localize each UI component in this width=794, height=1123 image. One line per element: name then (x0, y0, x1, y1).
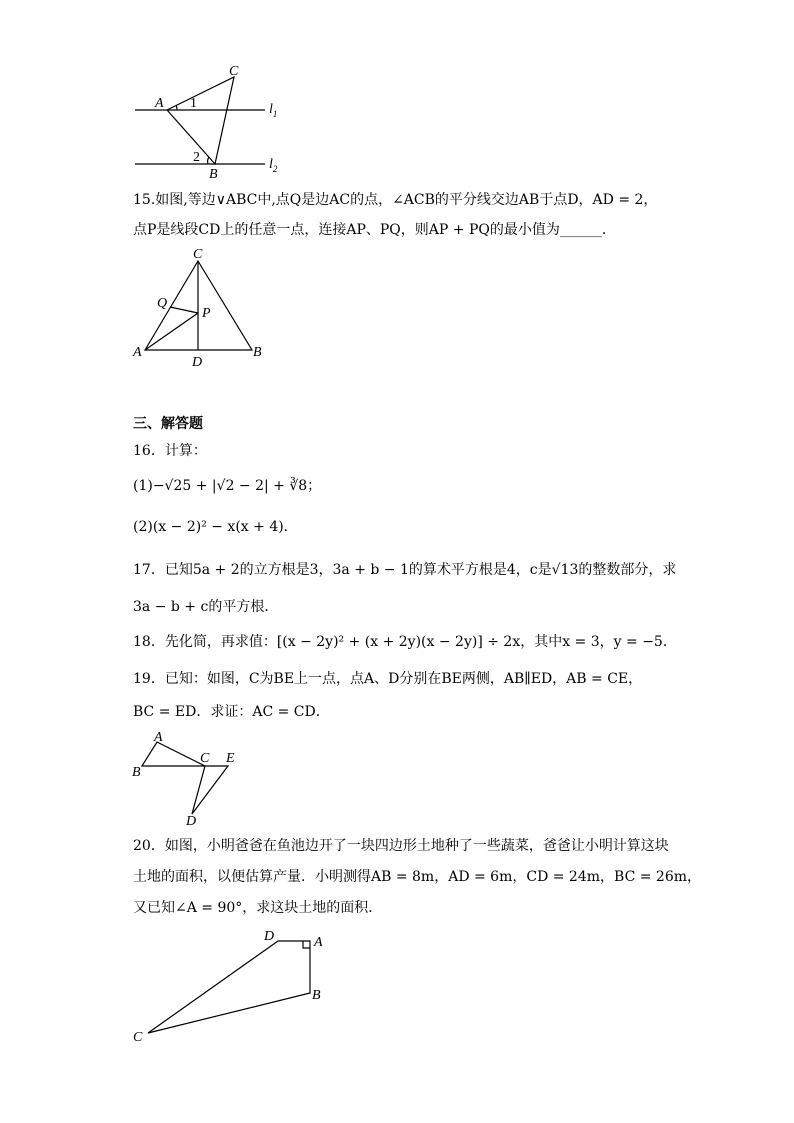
right-angle-marker (303, 941, 310, 948)
q18-line-1: 18．先化简，再求值：[(x − 2y)² + (x + 2y)(x − 2y)] ÷ 2x，其中x = 3，y = −5． (133, 634, 677, 650)
triangle-cde (192, 766, 228, 814)
figure-q14 (125, 60, 295, 185)
q19-line-1: 19．已知：如图，C为BE上一点，点A、D分别在BE两侧，AB∥ED，AB = CE， (133, 671, 643, 687)
q20-line-3: 又已知∠A = 90°，求这块土地的面积． (133, 900, 383, 916)
angle-label-1: 1 (190, 96, 197, 111)
figure-q19 (130, 728, 250, 828)
segment-qp (170, 307, 198, 313)
point-label-a: A (154, 730, 163, 745)
point-label-a: A (133, 345, 142, 360)
quadrilateral-abcd (148, 941, 310, 1033)
q19-line-2: BC = ED．求证：AC = CD． (133, 704, 330, 720)
angle-2-arc (208, 157, 209, 164)
point-label-e: E (226, 751, 235, 766)
segment-ap (145, 313, 198, 350)
point-label-p: P (202, 306, 211, 321)
point-label-c: C (193, 247, 203, 262)
q17-line-1: 17．已知5a + 2的立方根是3，3a + b − 1的算术平方根是4，c是√13的整数部分，求 (133, 562, 677, 578)
line-label-l1: $l_1$ (269, 102, 278, 119)
point-label-b: B (312, 988, 321, 1003)
q20-line-2: 土地的面积，以便估算产量．小明测得AB = 8m，AD = 6m，CD = 24m，BC = 26m， (133, 869, 701, 885)
q16-stem: 16．计算： (133, 443, 207, 459)
point-label-q: Q (157, 296, 168, 311)
point-label-b: B (209, 167, 218, 182)
q17-line-2: 3a − b + c的平方根． (133, 599, 279, 615)
point-label-d: D (192, 355, 203, 370)
triangle-abc-q19 (142, 742, 205, 766)
point-label-d: D (186, 814, 197, 828)
point-label-c: C (200, 751, 210, 766)
angle-1-arc (176, 105, 177, 110)
point-label-c: C (229, 64, 239, 79)
point-label-b: B (253, 345, 262, 360)
point-label-b: B (132, 765, 141, 780)
triangle-abc (167, 77, 234, 164)
q15-line-1: 15.如图,等边∨ABC中,点Q是边AC的点，∠ACB的平分线交边AB于点D，AD = 2， (133, 192, 658, 208)
q20-line-1: 20．如图，小明爸爸在鱼池边开了一块四边形土地种了一些蔬菜，爸爸让小明计算这块 (133, 838, 669, 854)
point-label-c: C (133, 1030, 143, 1045)
q16-part-1: (1)−√25 + |√2 − 2| + ∛8； (133, 478, 322, 494)
point-label-a: A (314, 935, 323, 950)
angle-label-2: 2 (193, 150, 200, 165)
point-label-a: A (155, 96, 164, 111)
figure-q15 (130, 245, 280, 370)
section-3-title: 三、解答题 (133, 416, 203, 432)
figure-q20 (128, 925, 338, 1050)
line-label-l2: $l_2$ (269, 157, 278, 174)
point-label-d: D (264, 929, 275, 944)
q15-line-2: 点P是线段CD上的任意一点，连接AP、PQ，则AP + PQ的最小值为______． (133, 222, 616, 238)
q16-part-2: (2)(x − 2)² − x(x + 4)． (133, 519, 298, 535)
